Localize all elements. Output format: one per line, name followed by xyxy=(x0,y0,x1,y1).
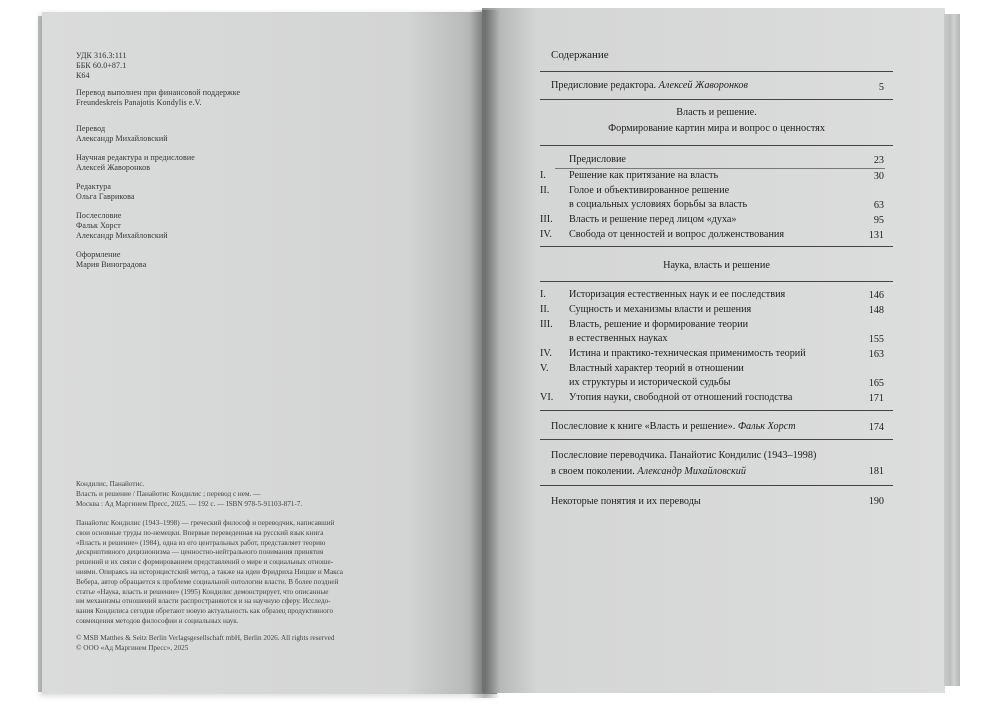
part1-title: Власть и решение. xyxy=(676,107,757,118)
toc-preface xyxy=(551,80,748,91)
chapter-title: Сущность и механизмы власти и решения xyxy=(569,304,752,315)
credit-name: Александр Михайловский xyxy=(76,134,168,143)
page-number: 165 xyxy=(868,378,884,389)
chapter-number: III. xyxy=(540,214,553,225)
chapter-title: Свобода от ценностей и вопрос долженствования xyxy=(569,229,785,240)
copyright-line: © MSB Matthes & Seitz Berlin Verlagsgesellschaft mbH, Berlin 2026. All rights reserved xyxy=(76,634,335,642)
page-number: 163 xyxy=(868,349,884,360)
divider xyxy=(540,145,893,146)
divider xyxy=(540,439,893,440)
page-number: 23 xyxy=(873,155,884,166)
annotation-line: вания Кондилиса сегодня обретают новую актуальность как образец продуктивного xyxy=(76,607,334,616)
support-line: Freundeskreis Panajotis Kondylis e.V. xyxy=(76,98,202,107)
page-number: 190 xyxy=(868,496,884,507)
imprint-line: К64 xyxy=(76,71,90,80)
credit-name: Александр Михайловский xyxy=(76,231,168,240)
divider xyxy=(540,485,893,486)
toc-afterword xyxy=(551,421,796,432)
annotation-line: им механизмы отношений власти распространяются и на научную сферу. Исследо- xyxy=(76,597,331,606)
spine-shadow xyxy=(470,10,500,698)
credit-afterword xyxy=(76,211,168,241)
copyright-line: © ООО «Ад Маргинем Пресс», 2025 xyxy=(76,643,189,652)
chapter-number: I. xyxy=(540,170,546,181)
page-number: 5 xyxy=(878,82,884,93)
credit-design xyxy=(76,250,146,270)
chapter-number: IV. xyxy=(540,229,552,240)
page-number: 146 xyxy=(868,290,884,301)
annotation-line: решений и их связи с формированием представлений о мире и социальных отноше- xyxy=(76,558,334,567)
imprint-codes xyxy=(76,51,127,81)
toc-entry-label: Предисловие редактора. xyxy=(551,80,657,91)
toc-glossary: Некоторые понятия и их переводы xyxy=(551,496,701,507)
chapter-number: IV. xyxy=(540,348,552,359)
chapter-title: Историзация естественных наук и ее последствия xyxy=(569,289,786,300)
toc-entry-author: Алексей Жаворонков xyxy=(658,80,748,91)
page-number: 155 xyxy=(868,334,884,345)
toc-entry-author: Фальк Хорст xyxy=(737,421,796,432)
credit-name: Фальк Хорст xyxy=(76,221,121,230)
support-note xyxy=(76,88,240,108)
credit-redaction xyxy=(76,182,135,202)
support-line: Перевод выполнен при финансовой поддержке xyxy=(76,88,241,97)
toc-entry-author: Александр Михайловский xyxy=(637,466,746,477)
annotation-line: свои основные труды по-немецки. Впервые переведенная на русский язык книга xyxy=(76,528,324,537)
credit-role: Научная редактура и предисловие xyxy=(76,153,195,162)
credit-name: Ольга Гаврикова xyxy=(76,192,135,201)
right-page-edge xyxy=(944,14,960,686)
page-number: 171 xyxy=(868,393,884,404)
chapter-number: III. xyxy=(540,319,553,330)
annotation-line: статье «Наука, власть и решение» (1995) Кондилис демонстрирует, что описанные xyxy=(76,587,329,596)
page-number: 95 xyxy=(873,215,884,226)
annotation-line: Вебера, автор обращается к проблеме социальной онтологии власти. В более поздней xyxy=(76,577,339,586)
chapter-title: Истина и практико-техническая применимость теорий xyxy=(569,348,806,359)
divider xyxy=(540,71,893,72)
page-number: 148 xyxy=(868,305,884,316)
annotation-line: дескриптивного децизионизма — ценностно-нейтрального понимания принятия xyxy=(76,548,324,557)
toc-translator-afterword-line1: Послесловие переводчика. Панайотис Кондилис (1943–1998) xyxy=(551,450,817,461)
chapter-title: Власть, решение и формирование теории xyxy=(569,319,749,330)
chapter-number: V. xyxy=(540,363,549,374)
divider xyxy=(540,281,893,282)
page-number: 181 xyxy=(868,466,884,477)
part2-title: Наука, власть и решение xyxy=(663,260,770,271)
chapter-number: I. xyxy=(540,289,546,300)
annotation-line: Панайотис Кондилис (1943–1998) — греческий философ и переводчик, написавший xyxy=(76,519,335,527)
toc-translator-afterword-line2 xyxy=(551,466,746,477)
page-number: 174 xyxy=(868,422,884,433)
credit-role: Перевод xyxy=(76,124,106,133)
credit-name: Алексей Жаворонков xyxy=(76,163,151,172)
chapter-number: VI. xyxy=(540,392,554,403)
credit-role: Редактура xyxy=(76,182,112,191)
chapter-title-continued: их структуры и исторической судьбы xyxy=(569,377,731,388)
catalog-line: Москва : Ад Маргинем Пресс, 2025. — 192 с. — ISBN 978-5-91103-871-7. xyxy=(76,499,303,508)
credit-role: Оформление xyxy=(76,250,121,259)
annotation-line: совмещения методов философии и социальных наук. xyxy=(76,616,239,625)
copyright xyxy=(76,634,406,654)
annotation-line: «Власть и решение» (1984), одна из его центральных работ, представляет теорию xyxy=(76,538,326,547)
credit-role: Послесловие xyxy=(76,211,122,220)
divider xyxy=(555,168,885,169)
chapter-title: Утопия науки, свободной от отношений господства xyxy=(569,392,793,403)
credit-translation xyxy=(76,124,168,144)
page-number: 131 xyxy=(868,230,884,241)
divider xyxy=(540,99,893,100)
toc-entry-label: в своем поколении. xyxy=(551,466,635,477)
imprint-line: ББК 60.0+87.1 xyxy=(76,61,127,70)
toc-title: Содержание xyxy=(551,49,609,61)
chapter-title-continued: в естественных науках xyxy=(569,333,668,344)
toc-entry-label: Послесловие к книге «Власть и решение». xyxy=(551,421,736,432)
chapter-title: Властный характер теорий в отношении xyxy=(569,363,744,374)
catalog-line: Кондилис, Панайотис. xyxy=(76,480,145,488)
part1-intro: Предисловие xyxy=(569,154,626,165)
imprint-line: УДК 316.3:111 xyxy=(76,51,127,60)
credit-name: Мария Виноградова xyxy=(76,260,147,269)
book-annotation xyxy=(76,519,406,627)
chapter-title: Власть и решение перед лицом «духа» xyxy=(569,214,737,225)
page-number: 63 xyxy=(873,200,884,211)
part1-subtitle: Формирование картин мира и вопрос о ценностях xyxy=(608,123,825,134)
chapter-title: Решение как притязание на власть xyxy=(569,170,719,181)
chapter-number: II. xyxy=(540,304,550,315)
divider xyxy=(540,246,893,247)
credit-editing xyxy=(76,153,195,173)
page-number: 30 xyxy=(873,171,884,182)
chapter-title: Голое и объективированное решение xyxy=(569,185,730,196)
catalog-entry xyxy=(76,480,406,509)
annotation-line: ниями. Опираясь на историцистский метод, а также на идеи Фридриха Ницше и Макса xyxy=(76,567,343,576)
chapter-title-continued: в социальных условиях борьбы за власть xyxy=(569,199,748,210)
catalog-line: Власть и решение / Панайотис Кондилис ; перевод с нем. — xyxy=(76,489,261,498)
divider xyxy=(540,410,893,411)
chapter-number: II. xyxy=(540,185,550,196)
